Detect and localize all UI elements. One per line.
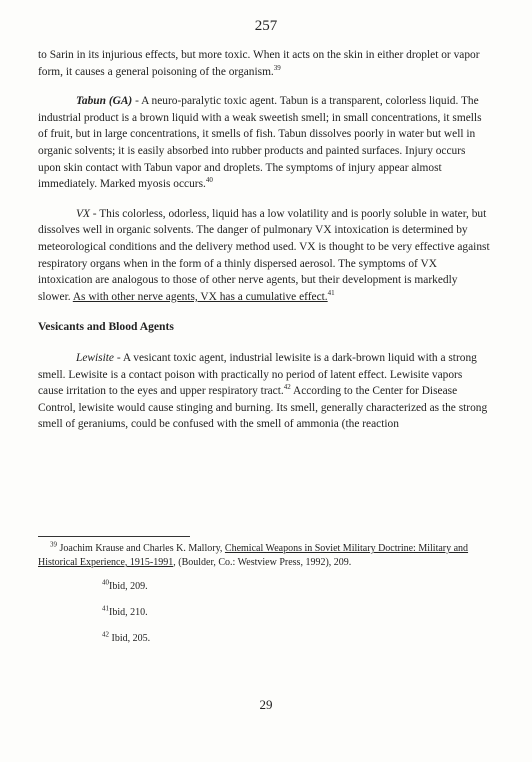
- footnote-number: 39: [50, 540, 57, 549]
- tabun-paragraph: [38, 93, 490, 193]
- footnote-ref-41: 41: [327, 288, 335, 297]
- footnotes: [38, 542, 498, 658]
- footnote-book-title: Chemical Weapons in Soviet Military Doctrine: Military and Historical Experience, 1915-1991: [38, 543, 469, 568]
- footnote-text: Ibid, 210.: [109, 607, 148, 618]
- top-page-number: 257: [254, 18, 278, 34]
- footnote-ref-39: 39: [273, 63, 281, 72]
- footnote-divider: [38, 536, 190, 537]
- footnote-number: 41: [102, 604, 109, 613]
- vx-underlined-sentence: As with other nerve agents, VX has a cumulative effect.: [72, 290, 328, 303]
- bottom-page-number: 29: [259, 697, 273, 712]
- tabun-term: Tabun (GA): [76, 95, 133, 108]
- footnote-ref-40: 40: [205, 176, 213, 185]
- main-text: [38, 47, 490, 446]
- footnote-text: Joachim Krause and Charles K. Mallory,: [57, 543, 225, 554]
- intro-paragraph: [38, 47, 490, 80]
- vx-text: - This colorless, odorless, liquid has a low volatility and is poorly soluble in water, but dissolves well in organic solvents. The danger of pulmonary VX intoxication is determined by meteorological conditions and the delivery method used. VX is thought to be very effective against respiratory organs when in the form of a thinly dispersed aerosol. The symptoms of VX intoxication are analogous to those of other nerve agents, but their development is markedly slower.: [38, 207, 490, 303]
- footnote-41: [38, 606, 498, 620]
- footnote-number: 42: [102, 630, 109, 639]
- vx-paragraph: [38, 206, 490, 306]
- footnote-ref-42: 42: [283, 383, 291, 392]
- lewisite-text-b: According to the Center for Disease Control, lewisite would cause stinging and burning. Its smell, generally characterized as the strong smell of geraniums, could be confused with the smell of ammonia (the reaction: [38, 385, 488, 431]
- footnote-42: [38, 632, 498, 646]
- vx-term: VX: [76, 207, 90, 220]
- lewisite-paragraph: [38, 350, 490, 433]
- lewisite-text-a: - A vesicant toxic agent, industrial lewisite is a dark-brown liquid with a strong smell. Lewisite is a contact poison with practically no period of latent effect. Lewisite vapors cause irritation to the eyes and upper respiratory tract.: [38, 351, 477, 398]
- footnote-number: 40: [102, 578, 109, 587]
- footnote-text: Ibid, 205.: [109, 633, 151, 644]
- footnote-39: [38, 542, 498, 570]
- footnote-40: [38, 580, 498, 594]
- tabun-text: - A neuro-paralytic toxic agent. Tabun is a transparent, colorless liquid. The industrial product is a brown liquid with a weak sweetish smell; in small concentrations, it smells of fruit, but in large concentrations, it smells of fish. Tabun dissolves poorly in water but well in organic solvents; it is easily absorbed into rubber products and painted surfaces. Injury occurs upon skin contact with Tabun vapor and droplets. The symptoms of injury appear almost immediately. Marked myosis occurs.: [38, 95, 482, 191]
- section-heading: Vesicants and Blood Agents: [38, 320, 174, 334]
- intro-text: to Sarin in its injurious effects, but more toxic. When it acts on the skin in either droplet or vapor form, it causes a general poisoning of the organism.: [38, 49, 480, 78]
- lewisite-term: Lewisite: [76, 351, 114, 364]
- footnote-text: Ibid, 209.: [109, 581, 148, 592]
- footnote-text: , (Boulder, Co.: Westview Press, 1992), 209.: [173, 557, 352, 568]
